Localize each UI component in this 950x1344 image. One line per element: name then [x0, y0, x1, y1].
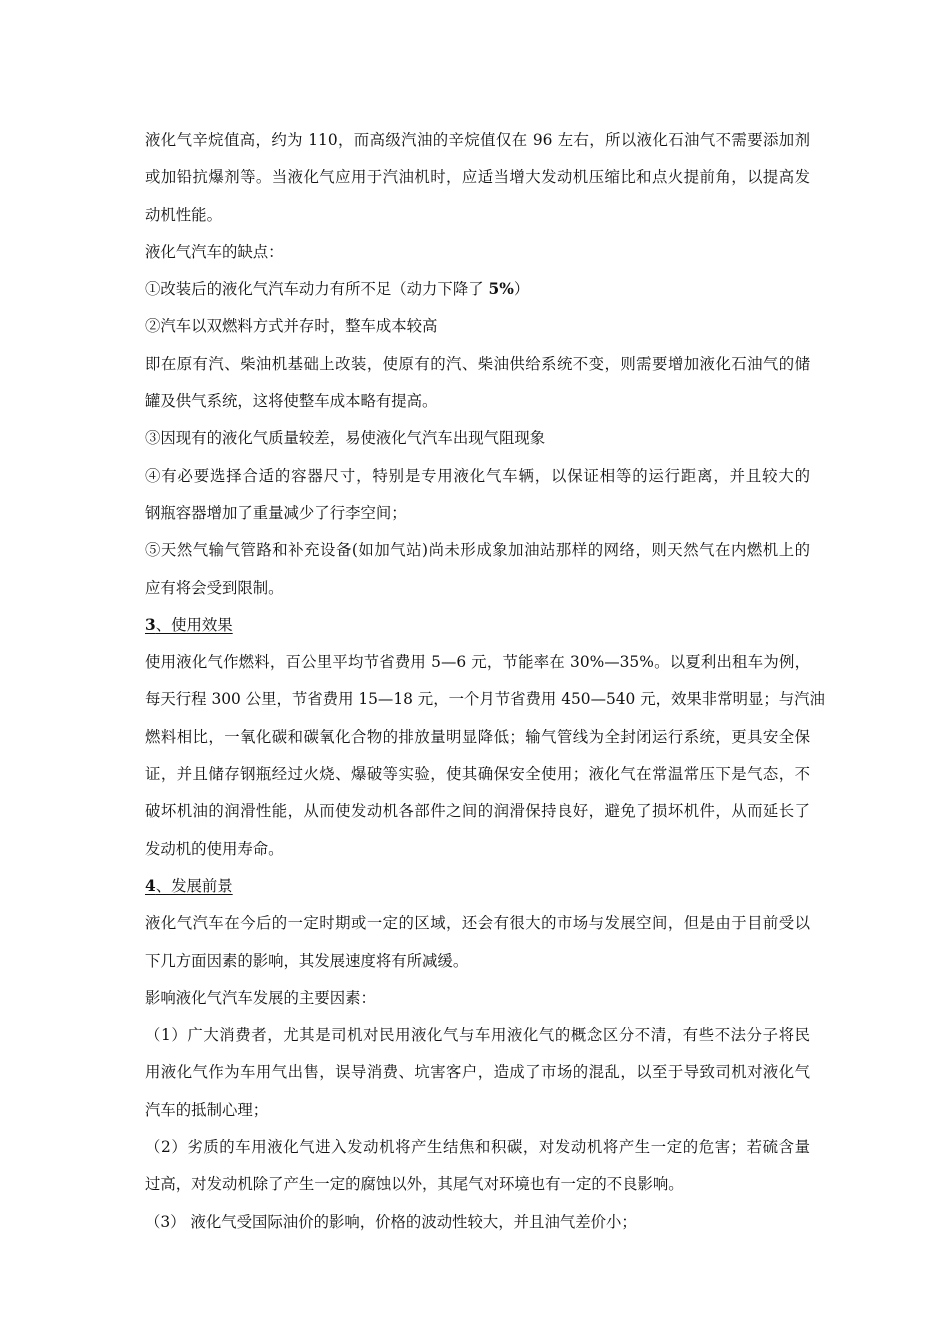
text-line: 罐及供气系统，这将使整车成本略有提高。 [145, 392, 438, 411]
text-line: 液化气辛烷值高，约为 110，而高级汽油的辛烷值仅在 96 左右，所以液化石油气不需要添加剂 [145, 131, 810, 149]
heading-number: 3 [145, 615, 156, 634]
text-line: 即在原有汽、柴油机基础上改装，使原有的汽、柴油供给系统不变，则需要增加液化石油气的储 [145, 354, 810, 373]
text-line: 用液化气作为车用气出售，误导消费、坑害客户，造成了市场的混乱，以至于导致司机对液化气 [145, 1063, 810, 1082]
text-line: 液化气汽车在今后的一定时期或一定的区域，还会有很大的市场与发展空间，但是由于目前受以 [145, 914, 810, 933]
subheading-disadvantages: 液化气汽车的缺点： [145, 242, 284, 261]
text-line: 证，并且储存钢瓶经过火烧、爆破等实验，使其确保安全使用；液化气在常温常压下是气态，不 [145, 765, 810, 784]
text-line: 破坏机油的润滑性能，从而使发动机各部件之间的润滑保持良好，避免了损坏机件，从而延长了 [145, 802, 810, 821]
text-line: 动机性能。 [145, 205, 222, 224]
list-item-2: ②汽车以双燃料方式并存时，整车成本较高 [145, 317, 438, 336]
text-line: 下几方面因素的影响，其发展速度将有所减缓。 [145, 951, 469, 970]
factors-title: 影响液化气汽车发展的主要因素： [145, 988, 376, 1007]
percent-value: 5% [488, 280, 514, 299]
list-item-3: ③因现有的液化气质量较差，易使液化气汽车出现气阻现象 [145, 429, 546, 448]
list-item-tail: ） [513, 280, 530, 299]
section-heading-3 [145, 607, 810, 644]
document-page [145, 122, 825, 1241]
text-line: 燃料相比，一氧化碳和碳氧化合物的排放量明显降低；输气管线为全封闭运行系统，更具安全保 [145, 727, 810, 746]
list-item-text: ①改装后的液化气汽车动力有所不足（动力下降了 [145, 280, 489, 299]
list-item-4: ④有必要选择合适的容器尺寸，特别是专用液化气车辆，以保证相等的运行距离，并且较大的 [145, 466, 810, 485]
factor-item-1: （1）广大消费者，尤其是司机对民用液化气与车用液化气的概念区分不清，有些不法分子将民 [145, 1026, 810, 1045]
text-line: 钢瓶容器增加了重量减少了行李空间； [145, 503, 407, 522]
text-line: 每天行程 300 公里，节省费用 15—18 元，一个月节省费用 450—540 元，效果非常明显；与汽油 [145, 690, 825, 709]
section-heading-4 [145, 868, 810, 905]
heading-text: 、发展前景 [155, 876, 233, 895]
list-item-1 [145, 271, 810, 308]
factor-item-3: （3） 液化气受国际油价的影响，价格的波动性较大，并且油气差价小； [145, 1212, 637, 1231]
text-line: 使用液化气作燃料，百公里平均节省费用 5—6 元，节能率在 30%—35%。以夏利出租车为例， [145, 653, 810, 672]
list-item-5: ⑤天然气输气管路和补充设备(如加气站)尚未形成象加油站那样的网络，则天然气在内燃机上的 [145, 541, 810, 560]
text-line: 或加铅抗爆剂等。当液化气应用于汽油机时，应适当增大发动机压缩比和点火提前角，以提高发 [145, 168, 810, 187]
text-line: 发动机的使用寿命。 [145, 839, 284, 858]
heading-number: 4 [145, 876, 156, 895]
text-line: 过高，对发动机除了产生一定的腐蚀以外，其尾气对环境也有一定的不良影响。 [145, 1175, 684, 1194]
text-line: 应有将会受到限制。 [145, 578, 284, 597]
heading-text: 、使用效果 [155, 615, 233, 634]
text-line: 汽车的抵制心理； [145, 1100, 269, 1119]
factor-item-2: （2）劣质的车用液化气进入发动机将产生结焦和积碳，对发动机将产生一定的危害；若硫含量 [145, 1138, 810, 1157]
